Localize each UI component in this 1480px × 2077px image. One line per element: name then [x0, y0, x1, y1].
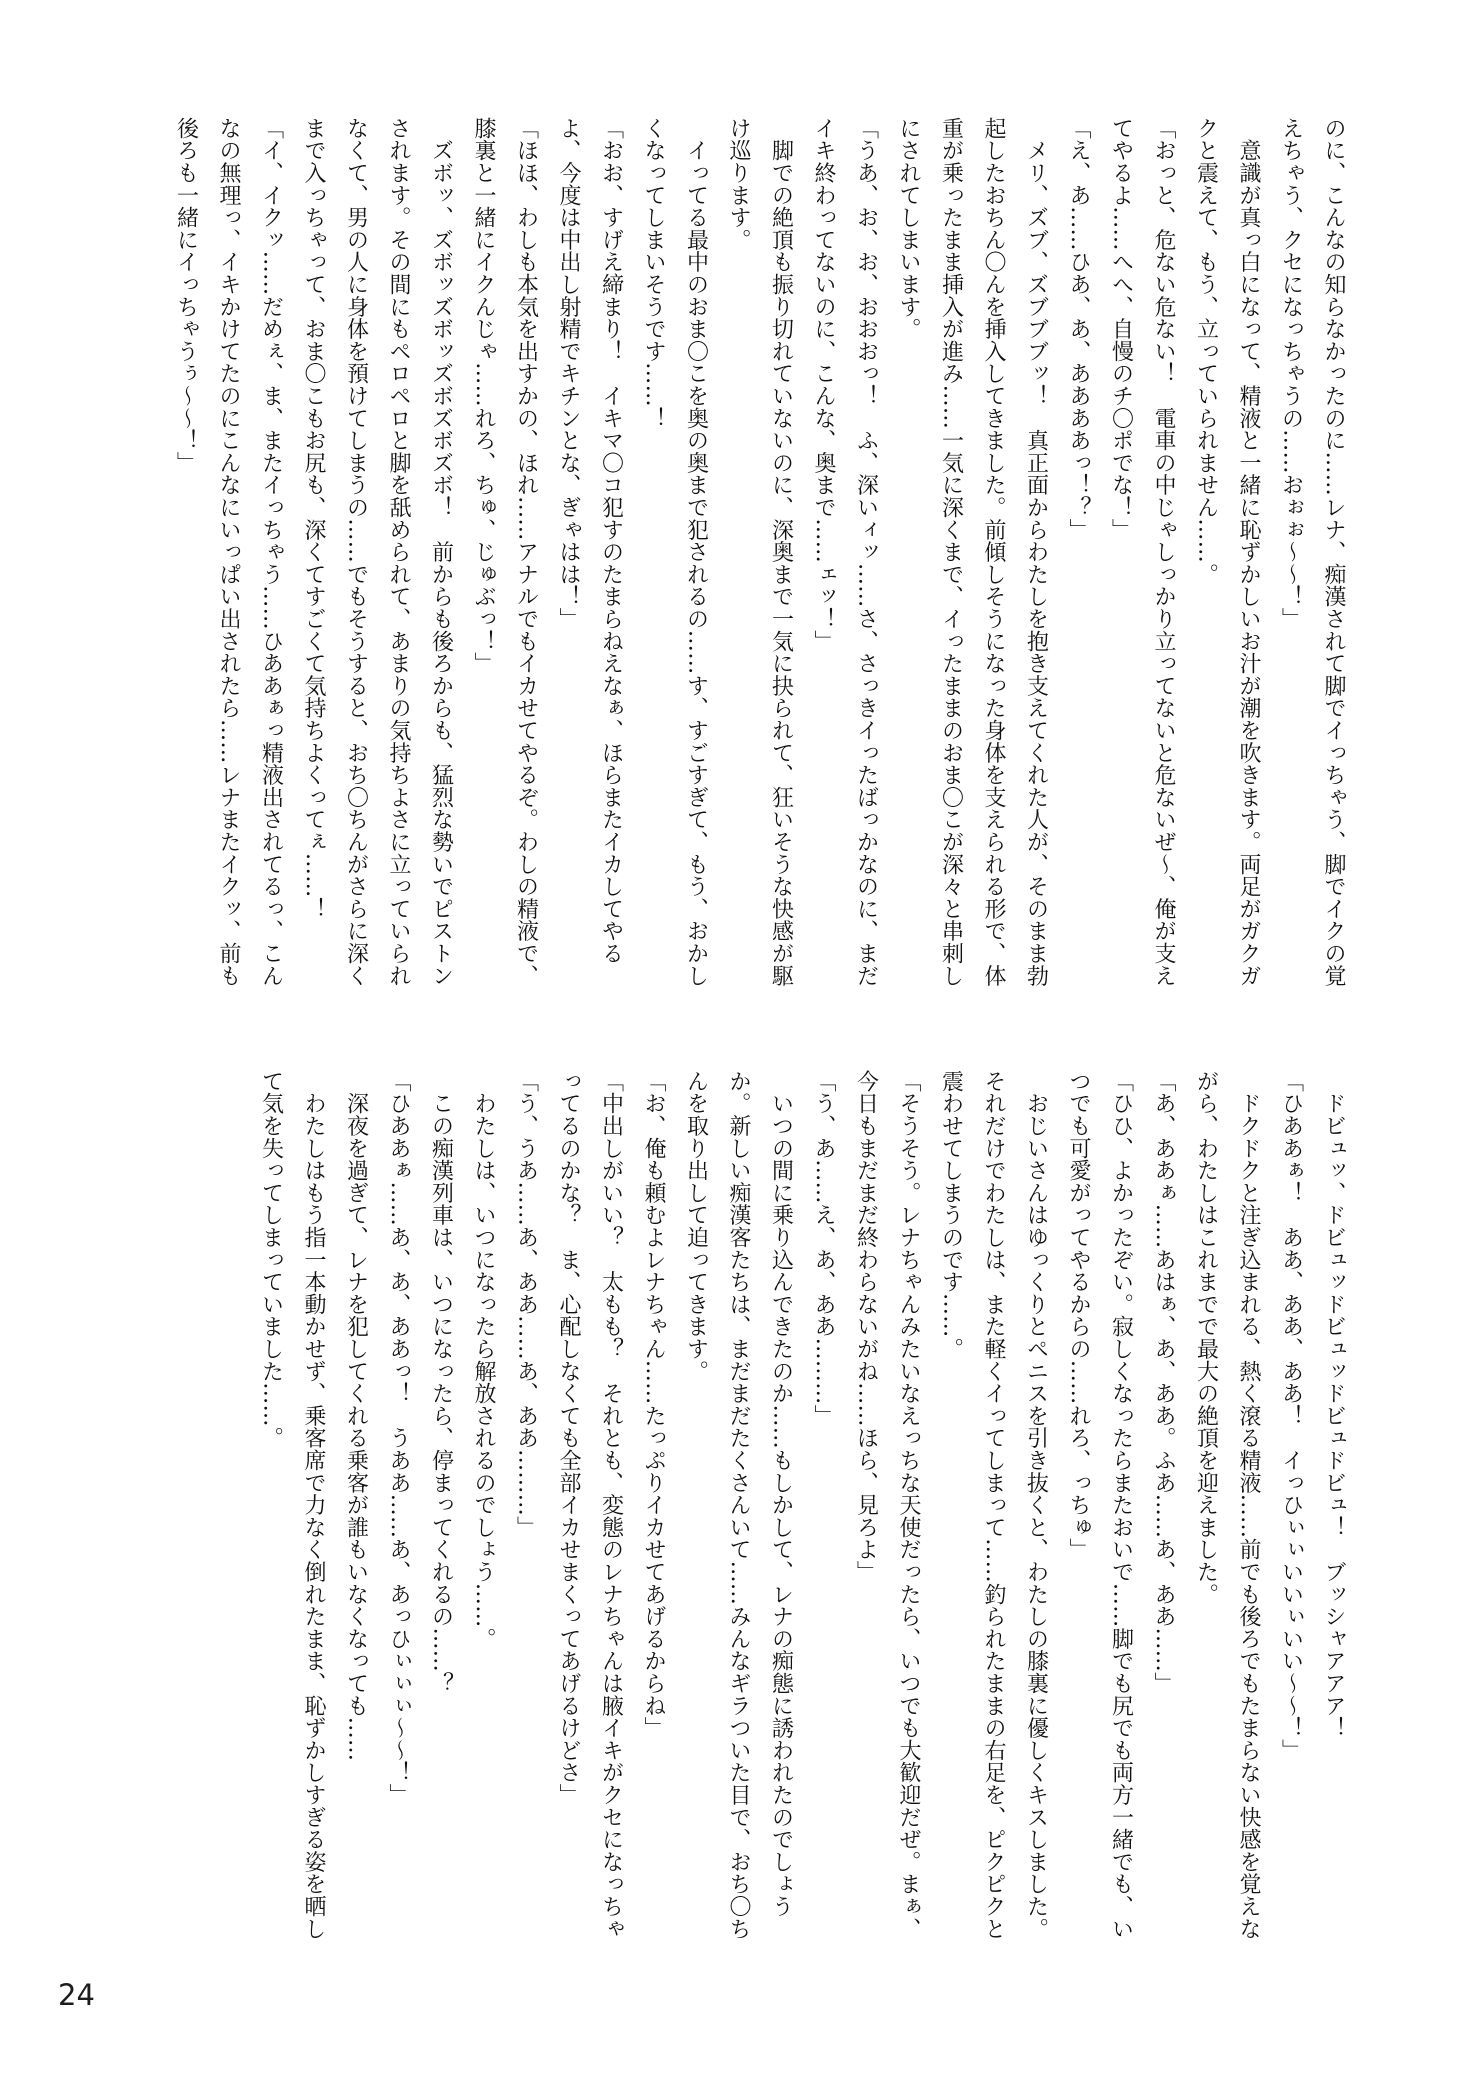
text-column: 「そうそう。レナちゃんみたいなえっちな天使だったら、いつでも大歓迎だぜ。まぁ、 [896, 1070, 921, 1940]
text-column: 「うあ、お、お、おおおっ！ ふ、深いィッ……さ、さっきイったばっかなのに、まだ [853, 117, 879, 987]
text-column: それだけでわたしは、また軽くイってしまって……釣られたままの右足を、ピクピクと [981, 1070, 1006, 1940]
text-column: んを取り出して迫ってきます。 [683, 1070, 709, 1383]
text-column: ドクドクと注ぎ込まれる、熱く滾る精液……前でも後ろでもたまらない快感を覚えな [1236, 1070, 1261, 1940]
text-column: て気を失ってしまっていました……。 [258, 1070, 284, 1450]
text-column: おじいさんはゆっくりとペニスを引き抜くと、わたしの膝裏に優しくキスしました。 [1023, 1070, 1049, 1940]
text-column: 膝裏と一緒にイクんじゃ……れろ、ちゅ、じゅぶっ！」 [471, 117, 496, 675]
text-column: えちゃう、クセになっちゃうの……おぉぉ～～！」 [1278, 117, 1304, 630]
text-column: 起したおちん〇んを挿入してきました。前傾しそうになった身体を支えられる形で、体 [981, 117, 1006, 987]
text-column: がら、わたしはこれまでで最大の絶頂を迎えました。 [1193, 1070, 1219, 1606]
text-column: にされてしまいます。 [896, 117, 921, 340]
text-column: 「ひああぁ！ ああ、ああ、ああ！ イっひぃぃいいぃいい～～！」 [1278, 1070, 1304, 1762]
text-column: のに、こんなの知らなかったのに……レナ、痴漢されて脚でイっちゃう、脚でイクの覚 [1321, 117, 1346, 987]
text-column: まで入っちゃって、おま〇こもお尻も、深くてすごくて気持ちよくってぇ……！ [301, 117, 326, 920]
text-block-bottom [248, 1070, 1354, 1962]
text-column: イってる最中のおま〇こを奥の奥まで犯されるの……す、すごすぎて、もう、おかし [683, 117, 709, 987]
text-column: イキ終わってないのに、こんな、奥まで……ェッ！」 [811, 117, 836, 653]
text-column: 今日もまだまだ終わらないがね……ほら、見ろよ」 [853, 1070, 879, 1583]
text-column: 「お、俺も頼むよレナちゃん……たっぷりイカせてあげるからね」 [641, 1070, 666, 1739]
text-column: クと震えて、もう、立っていられません……。 [1193, 117, 1219, 586]
text-column: 「ほほ、わしも本気を出すかの、ほれ……アナルでもイカせてやるぞ。わしの精液で、 [513, 117, 539, 987]
text-column: 重が乗ったまま挿入が進み……一気に深くまで、イったままのおま〇こが深々と串刺し [938, 117, 964, 987]
text-column: いつの間に乗り込んできたのか……もしかして、レナの痴態に誘われたのでしょう [768, 1070, 794, 1918]
text-column: なの無理っ、イキかけてたのにこんなにいっぱい出されたら……レナまたイクッ、前も [216, 117, 241, 987]
text-column: わたしはもう指一本動かせず、乗客席で力なく倒れたまま、恥ずかしすぎる姿を晒し [301, 1070, 326, 1940]
text-column: くなってしまいそうです……！ [641, 117, 666, 430]
text-column: わたしは、いつになったら解放されるのでしょう……。 [471, 1070, 496, 1650]
text-column: メリ、ズブ、ズブブブッ！ 真正面からわたしを抱き支えてくれた人が、そのまま勃 [1023, 117, 1049, 987]
text-column: ズボッ、ズボッズボッズボズボズボ！ 前からも後ろからも、猛烈な勢いでピストン [428, 117, 454, 987]
text-column: この痴漢列車は、いつになったら、停まってくれるの……？ [428, 1070, 454, 1695]
text-column: 「あ、ああぁ……あはぁ、あ、ああ。ふあ……あ、ああ……」 [1151, 1070, 1176, 1695]
text-column: 震わせてしまうのです……。 [938, 1070, 964, 1360]
text-column: 「ひひ、よかったぞい。寂しくなったらまたおいで……脚でも尻でも両方一緒でも、い [1108, 1070, 1134, 1940]
page-number: 24 [58, 1978, 95, 2012]
text-column: てやるよ……へへ、自慢のチ〇ポでな！」 [1108, 117, 1134, 541]
text-column: 意識が真っ白になって、精液と一緒に恥ずかしいお汁が潮を吹きます。両足がガクガ [1236, 117, 1261, 987]
text-column: 「おっと、危ない危ない！ 電車の中じゃしっかり立ってないと危ないぜ～、俺が支え [1151, 117, 1176, 987]
text-column: け巡ります。 [726, 117, 751, 251]
text-column: 「おお、すげえ締まり！ イキマ〇コ犯すのたまらねえなぁ、ほらまたイカしてやる [598, 117, 624, 965]
text-column: されます。その間にもペロペロと脚を舐められて、あまりの気持ちよさに立っていられ [386, 117, 411, 987]
text-column: つでも可愛がってやるからの……れろ、っちゅ」 [1066, 1070, 1091, 1561]
text-column: なくて、男の人に身体を預けてしまうの……でもそうすると、おち〇ちんがさらに深く [343, 117, 369, 987]
text-column: 「イ、イクッ……だめぇ、ま、またイっちゃう……ひああぁっ精液出されてるっ、こん [258, 117, 284, 987]
text-column: 脚での絶頂も振り切れていないのに、深奥まで一気に抉られて、狂いそうな快感が駆 [768, 117, 794, 987]
text-column: よ、今度は中出し射精でキチンとな、ぎゃはは！」 [556, 117, 581, 630]
text-column: 「う、あ……え、あ、ああ………」 [811, 1070, 836, 1427]
text-column: 深夜を過ぎて、レナを犯してくれる乗客が誰もいなくなっても…… [343, 1070, 369, 1762]
text-column: 後ろも一緒にイっちゃうぅ～～！」 [173, 117, 199, 474]
text-column: 「ひああぁ……あ、あ、ああっ！ うああ……あ、あっひぃぃぃ～～！」 [386, 1070, 411, 1806]
text-column: 「う、うあ……あ、ああ……あ、ああ………」 [513, 1070, 539, 1539]
text-column: 「中出しがいい？ 太もも？ それとも、変態のレナちゃんは腋イキがクセになっちゃ [598, 1070, 624, 1940]
text-block-top [162, 117, 1354, 1011]
text-column: か。新しい痴漢客たちは、まだまだたくさんいて……みんなギラついた目で、おち〇ち [726, 1070, 751, 1940]
text-column: 「え、あ……ひあ、あ、ああああっ！？」 [1066, 117, 1091, 541]
text-column: ってるのかな？ ま、心配しなくても全部イカせまくってあげるけどさ」 [556, 1070, 581, 1806]
text-column: ドビュッ、ドビュッドビュッドビュドビュ！ ブッシャアアア！ [1321, 1070, 1346, 1739]
